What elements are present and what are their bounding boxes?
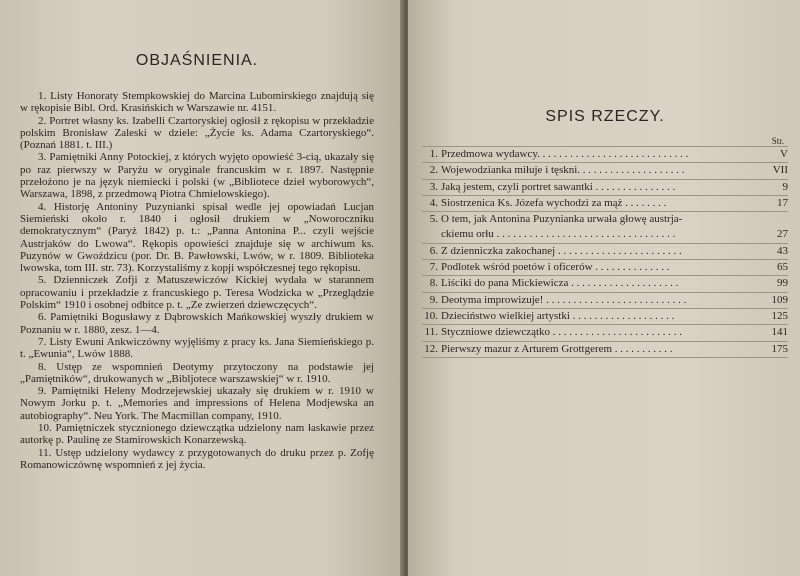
toc-entry [422, 212, 788, 244]
toc-entry [422, 342, 788, 358]
toc-title: Przedmowa wydawcy. . . . . . . . . . . . . . . . . . . . . . . . . . . . [441, 148, 689, 160]
toc-number: 11. [424, 326, 438, 339]
toc-number: 9. [429, 293, 438, 306]
toc-title-continuation [422, 227, 788, 242]
toc-page: 27 [777, 228, 788, 241]
note-item: 6. Pamiętniki Bogusławy z Dąbrowskich Mańkowskiej wyszły drukiem w Poznaniu w r. 1880, zesz. 1—4. [20, 311, 374, 336]
toc-title: Jaką jestem, czyli portret sawantki . . . . . . . . . . . . . . . [441, 180, 676, 193]
toc-page: 65 [777, 261, 788, 274]
toc-title: Podlotek wśród poetów i oficerów . . . . . . . . . . . . . . [441, 261, 670, 274]
toc-number: 10. [424, 309, 438, 322]
toc-page: VII [772, 164, 788, 177]
toc-entry [422, 260, 788, 276]
page-column-label: Str. [771, 136, 784, 146]
note-item: 8. Ustęp ze wspomnień Deotymy przytoczony na podstawie jej „Pamiętników“, drukowanych w „Bibljotece warszawskiej“ w r. 1910. [20, 360, 374, 385]
toc-title: Deotyma improwizuje! . . . . . . . . . . . . . . . . . . . . . . . . . . [441, 293, 687, 306]
toc-page: 109 [771, 293, 788, 306]
toc-number: 8. [429, 277, 438, 290]
toc-entry [422, 309, 788, 325]
note-item: 9. Pamiętniki Heleny Modrzejewskiej ukazały się drukiem w r. 1910 w Nowym Jorku p. t. „Memories and impressions of Helena Modjewska an autobiography“. Neu York. The Macmillan company, 1910. [20, 385, 374, 422]
toc-entry [422, 276, 788, 292]
toc-number: 1. [429, 148, 438, 160]
toc-title: O tem, jak Antonina Puzynianka urwała głowę austrja- [441, 213, 683, 226]
toc-entry [422, 180, 788, 196]
note-item: 5. Dzienniczek Zofji z Matuszewiczów Kickiej wydała w starannem opracowaniu i przekładzie z francuskiego p. Teresa Wodzicka w „Przeglądzie Polskim“ 1910 i osobnej odbitce p. t. „Ze zwierzeń dziewczęcych“. [20, 274, 374, 312]
note-item: 4. Historję Antoniny Puzynianki spisał wedle jej opowiadań Lucjan Siemieński około r. 1840 i ogłosił drukiem w „Noworoczniku demokratycznym“ (Paryż 1842) p. t.: „Panna Antonina P... czyli wejście Austrjaków do Lwowa“. Rękopis opowieści znajduje się w archiwum ks. Puzynów w Gwoździcu (por. Dr. B. Pawłowski, Lwów, w r. 1809. Biblioteka lwowska, tom III. str. 73). Korzystaliśmy z kopji współczesnej tego rękopisu. [20, 200, 374, 275]
note-item: 2. Portret własny ks. Izabelli Czartoryskiej ogłosił z rękopisu w przekładzie polskim Bronisław Zaleski w dziele: „Życie ks. Adama Czartoryskiego“. (Poznań 1881. t. III.) [20, 114, 374, 152]
toc-page: V [780, 148, 788, 160]
toc-page: 99 [777, 277, 788, 290]
toc-number: 4. [429, 196, 438, 209]
toc-entry [422, 163, 788, 179]
table-of-contents [422, 146, 788, 358]
toc-title: Wojewodzianka miłuje i tęskni. . . . . . . . . . . . . . . . . . . . [441, 164, 685, 177]
toc-title: Pierwszy mazur z Arturem Grottgerem . . . . . . . . . . . [441, 342, 673, 355]
note-item: 3. Pamiętniki Anny Potockiej, z których wyjęto opowieść 3-cią, ukazały się po raz pierwszy w Paryżu w oryginale francuskim w r. 1897. Następnie przełożono je na język niemiecki i polski (w „Bibliotece dzieł wyborowych“, Warszawa, 1898, z przedmową Piotra Chmielowskiego). [20, 151, 374, 201]
toc-entry [422, 244, 788, 260]
toc-entry [422, 146, 788, 163]
toc-number: 3. [429, 180, 438, 193]
toc-page: 125 [771, 309, 788, 322]
toc-number: 12. [424, 342, 438, 355]
notes-list [20, 90, 374, 471]
right-page [408, 0, 800, 576]
toc-number: 2. [429, 164, 438, 177]
toc-title: Dzieciństwo wielkiej artystki . . . . . . . . . . . . . . . . . . . [441, 309, 675, 322]
notes-heading: OBJAŚNIENIA. [135, 52, 259, 69]
toc-page: 43 [777, 244, 788, 257]
toc-entry [422, 196, 788, 212]
toc-page: 175 [771, 342, 788, 355]
toc-title-line2: ckiemu orłu . . . . . . . . . . . . . . . . . . . . . . . . . . . . . . . . . [441, 228, 676, 241]
toc-number: 5. [429, 213, 438, 226]
toc-page: 141 [771, 326, 788, 339]
toc-page: 17 [777, 196, 788, 209]
toc-entry [422, 325, 788, 341]
toc-entry [422, 293, 788, 309]
toc-number: 7. [429, 261, 438, 274]
toc-page: 9 [782, 180, 788, 193]
toc-number: 6. [429, 244, 438, 257]
toc-title: Siostrzenica Ks. Józefa wychodzi za mąż . . . . . . . . [441, 196, 667, 209]
note-item: 1. Listy Honoraty Stempkowskiej do Marcina Lubomirskiego znajdują się w rękopisie Bibl. Ord. Krasińskich w Warszawie nr. 4151. [20, 90, 374, 115]
note-item: 10. Pamiętniczek stycznionego dziewczątka udzielony nam łaskawie przez autorkę p. Paulinę ze Stamirowskich Konarzewską. [20, 422, 374, 447]
toc-title: Styczniowe dziewczątko . . . . . . . . . . . . . . . . . . . . . . . . [441, 326, 683, 339]
toc-heading: SPIS RZECZY. [545, 108, 665, 125]
note-item: 7. Listy Ewuni Ankwiczówny wyjęliśmy z pracy ks. Jana Siemieńskiego p. t. „Ewunia“, Lwów 1888. [20, 335, 374, 361]
toc-title: Liściki do pana Mickiewicza . . . . . . . . . . . . . . . . . . . . [441, 277, 679, 290]
toc-title: Z dzienniczka zakochanej . . . . . . . . . . . . . . . . . . . . . . . [441, 244, 682, 257]
note-item: 11. Ustęp udzielony wydawcy z przygotowanych do druku przez p. Zofję Romanowiczównę wspomnień z jej życia. [20, 446, 374, 471]
